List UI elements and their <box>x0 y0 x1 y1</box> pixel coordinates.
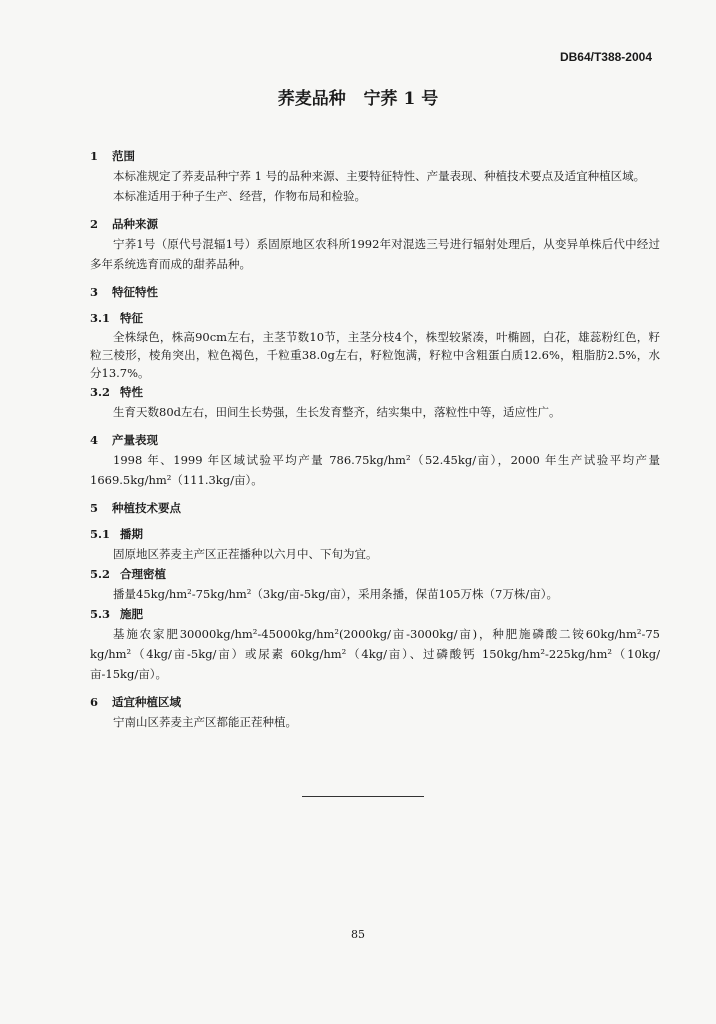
subsection-number: 5.3 <box>90 607 111 621</box>
subsection-3-1-paragraph: 全株绿色，株高90cm左右，主茎节数10节，主茎分枝4个，株型较紧凑，叶椭圆，白花，雄蕊粉红色，籽粒三棱形，棱角突出，粒色褐色，千粒重38.0g左右，籽粒饱满，籽粒中含粗蛋白质12.6%，粗脂肪2.5%，水分13.7%。 <box>90 330 660 380</box>
subsection-5-3-paragraph: 基施农家肥30000kg/hm²-45000kg/hm²(2000kg/亩-3000kg/亩)，种肥施磷酸二铵60kg/hm²-75 kg/hm²（4kg/亩-5kg/亩）或尿素 60kg/hm²（4kg/亩）、过磷酸钙 150kg/hm²-225kg/hm²（10kg/亩-15kg/亩）。 <box>90 627 660 681</box>
subsection-title: 特性 <box>120 385 143 399</box>
section-title: 品种来源 <box>112 217 158 231</box>
section-title: 种植技术要点 <box>112 501 181 515</box>
subsection-3-2-heading <box>90 382 660 402</box>
subsection-title: 合理密植 <box>120 567 166 581</box>
section-number: 3 <box>90 285 99 299</box>
subsection-5-3-heading <box>90 604 660 624</box>
section-6-paragraph: 宁南山区荞麦主产区都能正茬种植。 <box>113 715 297 729</box>
subsection-title: 特征 <box>120 311 143 325</box>
section-4-heading <box>90 430 660 450</box>
section-title: 特征特性 <box>112 285 158 299</box>
page-number: 85 <box>351 928 365 941</box>
standard-code: DB64/T388-2004 <box>559 50 652 64</box>
section-5-heading <box>90 498 660 518</box>
section-number: 6 <box>90 695 99 709</box>
section-title: 适宜种植区域 <box>112 695 181 709</box>
subsection-5-1-paragraph: 固原地区荞麦主产区正茬播种以六月中、下旬为宜。 <box>113 547 378 561</box>
section-6-heading <box>90 692 660 712</box>
subsection-5-1-heading <box>90 524 660 544</box>
subsection-5-2-heading <box>90 564 660 584</box>
section-number: 2 <box>90 217 99 231</box>
subsection-number: 5.2 <box>90 567 111 581</box>
section-1-heading <box>90 146 660 166</box>
section-3-heading <box>90 282 660 302</box>
section-1-paragraph-1: 本标准规定了荞麦品种宁荞 1 号的品种来源、主要特征特性、产量表现、种植技术要点及适宜种植区域。 <box>113 169 646 183</box>
section-1-paragraph-2: 本标准适用于种子生产、经营，作物布局和检验。 <box>113 189 366 203</box>
document-title: 荞麦品种 宁荞 1 号 <box>277 89 439 109</box>
section-4-paragraph: 1998 年、1999 年区域试验平均产量 786.75kg/hm²（52.45kg/亩），2000 年生产试验平均产量 1669.5kg/hm²（111.3kg/亩）。 <box>90 453 660 487</box>
section-title: 范围 <box>112 149 135 163</box>
subsection-5-2-paragraph: 播量45kg/hm²-75kg/hm²（3kg/亩-5kg/亩），采用条播，保苗105万株（7万株/亩）。 <box>113 587 558 601</box>
subsection-number: 5.1 <box>90 527 111 541</box>
subsection-number: 3.1 <box>90 311 111 325</box>
section-number: 4 <box>90 433 99 447</box>
section-title: 产量表现 <box>112 433 158 447</box>
subsection-title: 施肥 <box>120 607 143 621</box>
section-number: 5 <box>90 501 99 515</box>
section-2-heading <box>90 214 660 234</box>
subsection-title: 播期 <box>120 527 143 541</box>
document-body <box>90 146 660 732</box>
end-rule <box>302 796 424 797</box>
subsection-3-1-heading <box>90 308 660 328</box>
section-2-paragraph: 宁荞1号（原代号混辐1号）系固原地区农科所1992年对混选三号进行辐射处理后，从变异单株后代中经过多年系统选育而成的甜荞品种。 <box>90 237 660 271</box>
section-number: 1 <box>90 149 99 163</box>
subsection-3-2-paragraph: 生育天数80d左右，田间生长势强，生长发育整齐，结实集中，落粒性中等，适应性广。 <box>113 405 561 419</box>
subsection-number: 3.2 <box>90 385 111 399</box>
